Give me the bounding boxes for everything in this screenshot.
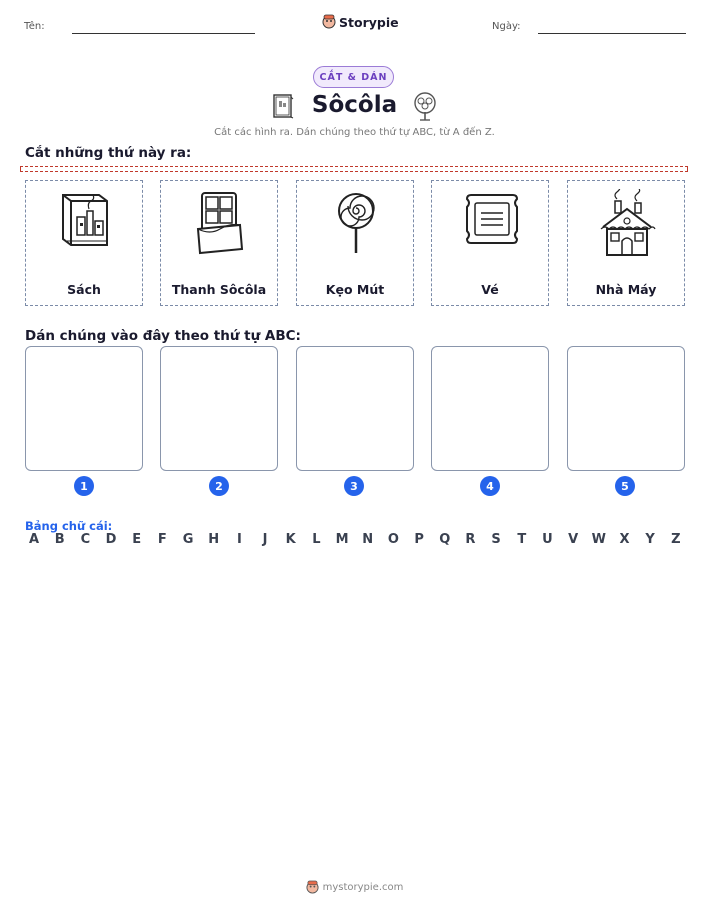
paste-section-heading: Dán chúng vào đây theo thứ tự ABC: xyxy=(25,328,301,344)
subtitle: Cắt các hình ra. Dán chúng theo thứ tự ABC, từ A đến Z. xyxy=(214,127,495,138)
brand-name: Storypie xyxy=(339,14,399,30)
cut-line xyxy=(20,166,688,172)
alphabet-letter: N xyxy=(362,532,374,547)
date-label: Ngày: xyxy=(492,21,521,32)
activity-badge: CẮT & DÁN xyxy=(313,66,394,88)
chocolate-bar-icon xyxy=(190,189,250,255)
cut-card-label: Sách xyxy=(67,282,101,297)
alphabet-letter: A xyxy=(28,532,40,547)
alphabet-letter: W xyxy=(591,532,606,547)
cut-card-book[interactable] xyxy=(25,180,143,306)
alphabet-letter: S xyxy=(491,532,501,547)
cut-card-label: Vé xyxy=(481,282,499,297)
alphabet-row xyxy=(25,532,685,547)
slot-number-badge: 4 xyxy=(480,476,500,496)
paste-slot-4[interactable] xyxy=(431,346,549,471)
alphabet-letter: O xyxy=(387,532,399,547)
alphabet-letter: L xyxy=(312,532,321,547)
alphabet-letter: Y xyxy=(645,532,655,547)
page-title: Sôcôla xyxy=(311,92,398,118)
alphabet-letter: I xyxy=(236,532,242,547)
alphabet-letter: Q xyxy=(439,532,451,547)
alphabet-letter: B xyxy=(54,532,65,547)
name-label: Tên: xyxy=(24,21,45,32)
alphabet-letter: X xyxy=(619,532,630,547)
alphabet-letter: E xyxy=(132,532,142,547)
ticket-icon xyxy=(461,189,523,249)
cut-card-ticket[interactable] xyxy=(431,180,549,306)
book-icon xyxy=(55,189,115,249)
brand xyxy=(322,14,399,30)
cut-card-lollipop[interactable] xyxy=(296,180,414,306)
cut-card-label: Thanh Sôcôla xyxy=(171,282,267,297)
cut-section-heading: Cắt những thứ này ra: xyxy=(25,145,192,161)
alphabet-letter: U xyxy=(542,532,553,547)
paste-slot-1[interactable] xyxy=(25,346,143,471)
cut-card-factory[interactable] xyxy=(567,180,685,306)
alphabet-letter: H xyxy=(208,532,220,547)
paste-slot-2[interactable] xyxy=(160,346,278,471)
slot-number-badge: 3 xyxy=(344,476,364,496)
paste-slot-3[interactable] xyxy=(296,346,414,471)
storypie-logo-icon xyxy=(322,14,336,30)
cut-card-label: Kẹo Mút xyxy=(325,282,385,297)
footer-url[interactable]: mystorypie.com xyxy=(322,882,404,893)
cocoa-tree-icon xyxy=(411,92,439,122)
alphabet-letter: R xyxy=(465,532,476,547)
footer xyxy=(0,880,709,895)
slot-number-badge: 2 xyxy=(209,476,229,496)
alphabet-letter: G xyxy=(182,532,194,547)
cut-card-label: Nhà Máy xyxy=(595,282,657,297)
alphabet-letter: K xyxy=(285,532,296,547)
alphabet-title: Bảng chữ cái: xyxy=(25,519,113,533)
lollipop-icon xyxy=(326,189,386,255)
date-line[interactable] xyxy=(538,33,686,34)
storypie-logo-icon xyxy=(306,880,319,895)
alphabet-letter: J xyxy=(262,532,268,547)
factory-house-icon xyxy=(597,189,657,257)
slot-number-badge: 5 xyxy=(615,476,635,496)
cut-card-chocolate[interactable] xyxy=(160,180,278,306)
slot-number-badge: 1 xyxy=(74,476,94,496)
alphabet-letter: C xyxy=(80,532,91,547)
paste-slot-5[interactable] xyxy=(567,346,685,471)
alphabet-letter: T xyxy=(517,532,527,547)
alphabet-letter: Z xyxy=(671,532,681,547)
alphabet-letter: P xyxy=(414,532,424,547)
alphabet-letter: F xyxy=(157,532,167,547)
alphabet-letter: M xyxy=(335,532,349,547)
alphabet-letter: V xyxy=(568,532,579,547)
alphabet-letter: D xyxy=(105,532,117,547)
name-line[interactable] xyxy=(72,33,255,34)
